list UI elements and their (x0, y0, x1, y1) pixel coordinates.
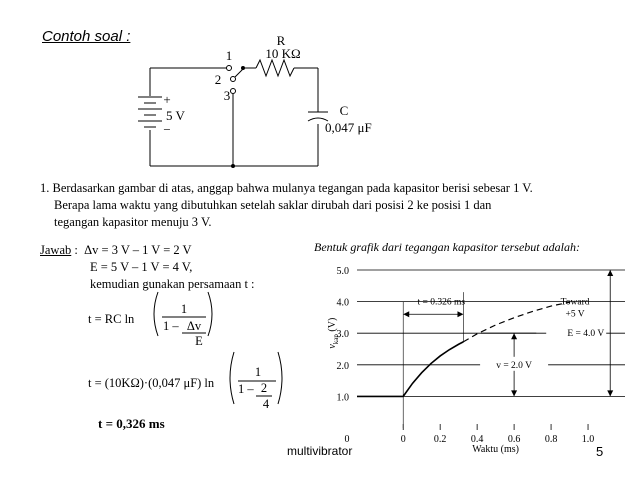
answer-label: Jawab (40, 243, 72, 257)
eq2-numerator: 1 (254, 365, 262, 379)
eq2-lhs: t = (10KΩ)·(0,047 μF) ln (88, 376, 215, 390)
battery-minus: − (163, 122, 171, 137)
t-arrow-head-right (457, 311, 463, 317)
eq2-four: 4 (262, 397, 270, 411)
E-annotation: E = 4.0 V (567, 329, 605, 340)
v-arrow-head-bottom (511, 390, 517, 396)
origin-label: 0 (344, 434, 350, 445)
footer-text: multivibrator (287, 444, 353, 458)
resistor-symbol (256, 60, 294, 76)
junction-dot (231, 164, 235, 168)
eq1-E: E (195, 334, 203, 348)
answer-block (40, 242, 255, 293)
eq1-lhs: t = RC ln (88, 312, 135, 326)
answer-line-1: Δv = 3 V – 1 V = 2 V (84, 243, 192, 257)
switch-contact-3 (231, 89, 236, 94)
E-arrow-head-bottom (607, 390, 613, 396)
toward-annotation-line2: +5 V (565, 309, 585, 320)
switch-position-1: 1 (225, 48, 233, 63)
graph-title: Bentuk grafik dari tegangan kapasitor tersebut adalah: (314, 240, 580, 254)
paren-left (230, 352, 234, 404)
t-arrow-head-left (403, 311, 409, 317)
x-tick-label: 0.6 (507, 434, 521, 445)
battery-plus: + (163, 92, 171, 107)
question-line-3: tegangan kapasitor menuju 3 V. (54, 215, 212, 229)
question-line-1: 1. Berdasarkan gambar di atas, anggap bahwa mulanya tegangan pada kapasitor berisi sebesar 1 V. (40, 181, 533, 195)
capacitor-label: C (339, 103, 349, 118)
switch-pivot-dot (241, 66, 245, 70)
v-annotation: v = 2.0 V (496, 360, 533, 371)
resistor-label: R (276, 33, 286, 48)
eq2-two: 2 (260, 381, 268, 395)
y-axis-label: $v_{kap}$ (V) (327, 317, 340, 349)
answer-line-2: E = 5 V – 1 V = 4 V, (90, 260, 193, 274)
x-axis-label: Waktu (ms) (472, 444, 519, 455)
battery-value: 5 V (166, 108, 185, 123)
capacitor-value: 0,047 μF (325, 120, 372, 135)
switch-contact-1 (227, 66, 232, 71)
series-line-solid (357, 342, 463, 397)
x-tick-label: 0.2 (433, 434, 447, 445)
slide-title: Contoh soal : (42, 28, 131, 45)
y-tick-label: 3.0 (336, 329, 349, 341)
answer-line-3: kemudian gunakan persamaan t : (90, 277, 255, 291)
v-arrow-head-top (511, 333, 517, 339)
capacitor-voltage-chart (327, 266, 625, 455)
y-tick-label: 2.0 (336, 360, 349, 372)
y-tick-label: 5.0 (336, 266, 349, 277)
switch-arm (235, 69, 243, 77)
page-number: 5 (596, 444, 604, 459)
y-tick-label: 1.0 (336, 392, 349, 404)
answer-colon: : (71, 243, 78, 257)
eq1-one-minus: 1 – (163, 319, 179, 333)
x-tick-label: 0.8 (544, 434, 558, 445)
question-line-2: Berapa lama waktu yang dibutuhkan setelah saklar dirubah dari posisi 2 ke posisi 1 dan (54, 198, 492, 212)
paren-left (154, 292, 158, 336)
switch-contact-2 (231, 77, 236, 82)
E-arrow-head-top (607, 270, 613, 276)
y-tick-label: 4.0 (336, 297, 349, 309)
x-tick-label: 1.0 (581, 434, 595, 445)
question-text (40, 180, 630, 231)
t-annotation: t = 0.326 ms (417, 297, 466, 308)
eq1-numerator: 1 (180, 302, 188, 316)
result-text: t = 0,326 ms (98, 416, 165, 431)
toward-annotation-line1: Toward (560, 297, 590, 308)
paren-right (208, 292, 212, 336)
x-tick-label: 0.4 (470, 434, 484, 445)
resistor-value: 10 KΩ (265, 46, 301, 61)
switch-position-2: 2 (214, 72, 222, 87)
eq2-one-minus: 1 – (238, 382, 254, 396)
paren-right (278, 352, 282, 404)
x-tick-label: 0 (400, 434, 406, 445)
switch-position-3: 3 (223, 88, 231, 103)
eq1-delta-v: Δv (186, 319, 202, 333)
